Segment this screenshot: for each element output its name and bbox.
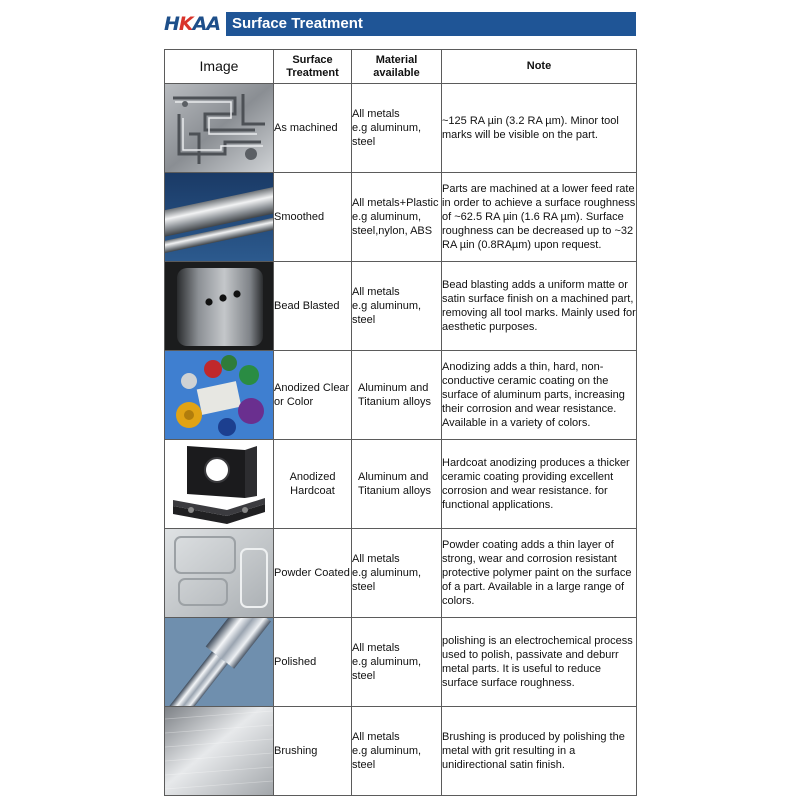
- treatment-cell: As machined: [274, 84, 352, 173]
- material-line: steel: [352, 136, 376, 148]
- column-header-image: Image: [165, 50, 274, 84]
- note-cell: ~125 RA µin (3.2 RA µm). Minor tool marks will be visible on the part.: [442, 84, 637, 173]
- company-logo: HKAA: [164, 13, 221, 35]
- note-cell: Brushing is produced by polishing the metal with grit resulting in a unidirectional satin finish.: [442, 707, 637, 796]
- page-title: Surface Treatment: [226, 12, 636, 36]
- table-row: [165, 618, 637, 707]
- material-line: steel,nylon, ABS: [352, 225, 433, 237]
- material-cell: [352, 440, 442, 529]
- as-machined-photo: [165, 84, 274, 173]
- material-line: All metals: [352, 286, 400, 298]
- smoothed-photo: [165, 173, 274, 262]
- material-line: Aluminum and: [358, 471, 429, 483]
- material-line: steel: [352, 759, 376, 771]
- bead-blasted-photo: [165, 262, 274, 351]
- table-row: [165, 707, 637, 796]
- treatment-cell: Powder Coated: [274, 529, 352, 618]
- treatment-cell: Brushing: [274, 707, 352, 796]
- material-line: Titanium alloys: [358, 396, 431, 408]
- polished-photo: [165, 618, 274, 707]
- powder-coated-photo: [165, 529, 274, 618]
- table-row: [165, 351, 637, 440]
- material-cell: [352, 262, 442, 351]
- material-line: e.g aluminum,: [352, 656, 422, 668]
- material-line: e.g aluminum,: [352, 745, 422, 757]
- surface-treatment-table: [164, 49, 637, 796]
- anodized-color-photo: [165, 351, 274, 440]
- table-row: [165, 262, 637, 351]
- column-header-note: Note: [442, 50, 637, 84]
- column-header-material-available: Material available: [352, 50, 442, 84]
- column-header-surface-treatment: Surface Treatment: [274, 50, 352, 84]
- table-row: [165, 529, 637, 618]
- table-row: [165, 84, 637, 173]
- material-line: e.g aluminum,: [352, 300, 422, 312]
- table-row: [165, 173, 637, 262]
- material-cell: [352, 618, 442, 707]
- material-line: Titanium alloys: [358, 485, 431, 497]
- material-cell: [352, 351, 442, 440]
- material-cell: [352, 529, 442, 618]
- material-line: e.g aluminum,: [352, 122, 422, 134]
- treatment-cell: Bead Blasted: [274, 262, 352, 351]
- brushing-photo: [165, 707, 274, 796]
- material-line: steel: [352, 670, 376, 682]
- table-row: [165, 440, 637, 529]
- note-cell: Bead blasting adds a uniform matte or satin surface finish on a machined part, removing all tool marks. Mainly used for aesthetic purposes.: [442, 262, 637, 351]
- material-line: Aluminum and: [358, 382, 429, 394]
- note-cell: Anodizing adds a thin, hard, non-conductive ceramic coating on the surface of aluminum parts, increasing their corrosion and wear resistance. Available in a variety of colors.: [442, 351, 637, 440]
- anodized-hardcoat-photo: [165, 440, 274, 529]
- material-line: All metals: [352, 108, 400, 120]
- treatment-cell: Polished: [274, 618, 352, 707]
- material-line: All metals: [352, 642, 400, 654]
- treatment-cell: Smoothed: [274, 173, 352, 262]
- note-cell: Powder coating adds a thin layer of strong, wear and corrosion resistant protective polymer paint on the surface of a part. Available in a large range of colors.: [442, 529, 637, 618]
- material-line: steel: [352, 314, 376, 326]
- material-line: All metals+Plastic: [352, 197, 439, 209]
- treatment-cell: Anodized Hardcoat: [274, 440, 352, 529]
- note-cell: Parts are machined at a lower feed rate in order to achieve a surface roughness of ~62.5 RA µin (1.6 RA µm). Surface roughness can be decreased up to ~32 RA µin (0.8RAµm) upon request.: [442, 173, 637, 262]
- header-banner: [164, 12, 636, 36]
- material-line: e.g aluminum,: [352, 211, 422, 223]
- material-cell: [352, 84, 442, 173]
- material-cell: [352, 173, 442, 262]
- table-header-row: [165, 50, 637, 84]
- material-line: All metals: [352, 553, 400, 565]
- material-line: steel: [352, 581, 376, 593]
- material-line: All metals: [352, 731, 400, 743]
- material-line: e.g aluminum,: [352, 567, 422, 579]
- treatment-cell: Anodized Clear or Color: [274, 351, 352, 440]
- note-cell: Hardcoat anodizing produces a thicker ceramic coating providing excellent corrosion and wear resistance. for functional applications.: [442, 440, 637, 529]
- note-cell: polishing is an electrochemical process used to polish, passivate and deburr metal parts. It is useful to reduce surface surface roughness.: [442, 618, 637, 707]
- material-cell: [352, 707, 442, 796]
